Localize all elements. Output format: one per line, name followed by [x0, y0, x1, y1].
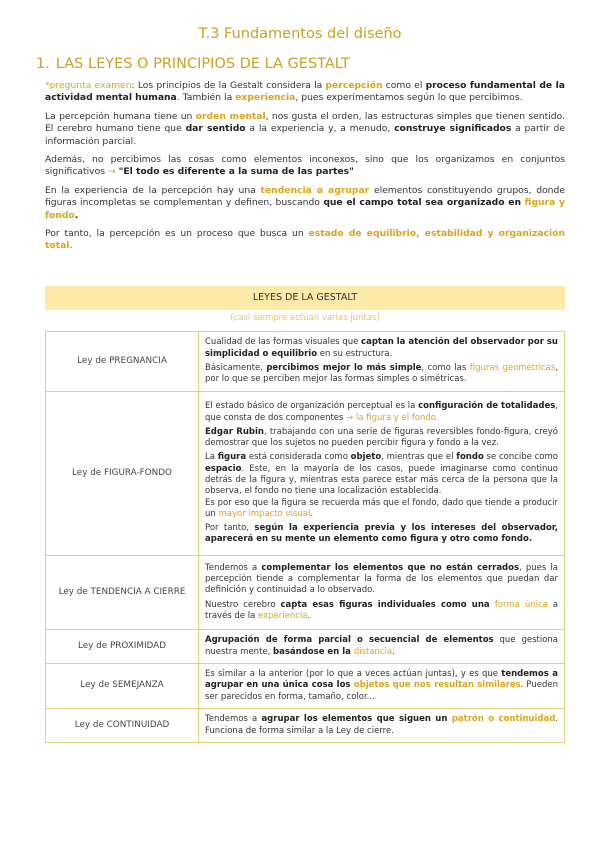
- law-name: Ley de TENDENCIA A CIERRE: [46, 556, 199, 630]
- table-title: LEYES DE LA GESTALT: [45, 286, 565, 310]
- table-row: [46, 709, 565, 743]
- law-name: Ley de PREGNANCIA: [46, 332, 199, 392]
- law-description: Agrupación de forma parcial o secuencial de elementos que gestiona nuestra mente, basándose en la distancia.: [199, 630, 565, 664]
- section-title: LAS LEYES O PRINCIPIOS DE LA GESTALT: [55, 56, 350, 72]
- law-name: Ley de FIGURA-FONDO: [46, 392, 199, 556]
- paragraph-whole-parts: Además, no percibimos las cosas como elementos inconexos, sino que los organizamos en conjuntos significativos → "El todo es diferente a la suma de las partes": [45, 154, 565, 178]
- table-row: [46, 556, 565, 630]
- gestalt-laws-table: [45, 331, 565, 743]
- paragraph-mental-order: La percepción humana tiene un orden mental, nos gusta el orden, las estructuras simples que tienen sentido. El cerebro humano tiene que dar sentido a la experiencia y, a menudo, construye significados a partir de información parcial.: [45, 110, 565, 147]
- table-row: [46, 630, 565, 664]
- law-description: Tendemos a agrupar los elementos que siguen un patrón o continuidad. Funciona de forma similar a la Ley de cierre.: [199, 709, 565, 743]
- law-name: Ley de CONTINUIDAD: [46, 709, 199, 743]
- table-row: [46, 332, 565, 392]
- exam-note-tag: *pregunta examen: [45, 80, 132, 91]
- paragraph-grouping: En la experiencia de la percepción hay una tendencia a agrupar elementos constituyendo grupos, donde figuras incompletas se complementan y definen, buscando que el campo total sea organizado en figura y fondo.: [45, 184, 565, 221]
- table-row: [46, 392, 565, 556]
- law-description: El estado básico de organización perceptual es la configuración de totalidades, que consta de dos componentes → la figura y el fondo. Edgar Rubin, trabajando con una serie de figuras reversibles fondo-figura, creyó demostrar que los sujetos no pueden percibir figura y fondo a la vez. La figura está considerada como objeto, mientras que el fondo se concibe como espacio. Este, en la mayoría de los casos, puede imaginarse como continuo detrás de la figura y, mientras esta parece estar más cerca de la persona que la observa, el fondo no tiene una localización establecida. Es por eso que la figura se recuerda más que el fondo, dado que tiende a producir un mayor impacto visual. Por tanto, según la experiencia previa y los intereses del observador, aparecerá en su mente un elemento como figura y otro como fondo.: [199, 392, 565, 556]
- law-name: Ley de SEMEJANZA: [46, 664, 199, 709]
- law-name: Ley de PROXIMIDAD: [46, 630, 199, 664]
- law-description: Es similar a la anterior (por lo que a veces actúan juntas), y es que tendemos a agrupar en una única cosa los objetos que nos resultan similares. Pueden ser parecidos en forma, tamaño, color...: [199, 664, 565, 709]
- table-subtitle: (casi siempre actúan varias juntas): [230, 313, 380, 323]
- section-number: 1.: [36, 56, 50, 72]
- section-heading: [36, 56, 350, 72]
- table-row: [46, 664, 565, 709]
- paragraph-equilibrium: Por tanto, la percepción es un proceso que busca un estado de equilibrio, estabilidad y organización total.: [45, 228, 565, 252]
- law-description: Cualidad de las formas visuales que captan la atención del observador por su simplicidad o equilibrio en su estructura. Básicamente, percibimos mejor lo más simple, como las figuras geométricas, por lo que se perciben mejor las formas simples o simétricas.: [199, 332, 565, 392]
- intro-text: [45, 80, 565, 259]
- document-title: T.3 Fundamentos del diseño: [198, 26, 402, 42]
- law-description: Tendemos a complementar los elementos que no están cerrados, pues la percepción tiende a complementar la forma de los elementos que puedan dar definición y continuidad a lo observado. Nuestro cerebro capta esas figuras individuales como una forma única a través de la experiencia.: [199, 556, 565, 630]
- paragraph-exam-note: *pregunta examen: Los principios de la Gestalt considera la percepción como el proceso fundamental de la actividad mental humana. También la experiencia, pues experimentamos según lo que percibimos.: [45, 80, 565, 104]
